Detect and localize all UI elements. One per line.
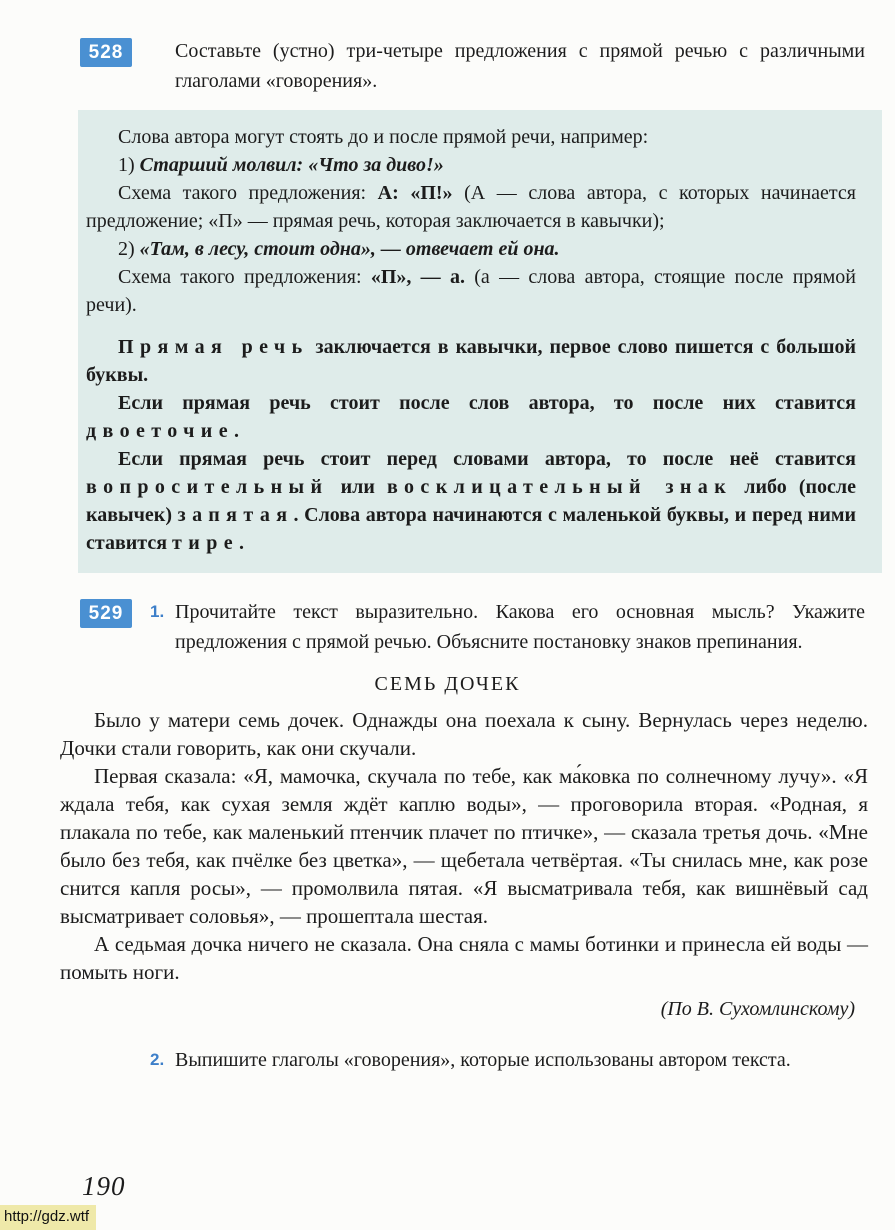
exercise-529-part-2-task: Выпишите глаголы «говорения», которые использованы автором текста. xyxy=(175,1049,791,1071)
exercise-528-number-badge: 528 xyxy=(80,38,132,67)
story-text xyxy=(60,706,868,986)
paragraph: Было у матери семь дочек. Однажды она поехала к сыну. Вернулась через неделю. Дочки стали говорить, как они скучали. xyxy=(60,708,868,760)
paragraph: Если прямая речь стоит после слов автора, то после них ставится двоеточие. xyxy=(86,392,856,442)
exercise-529-number-badge: 529 xyxy=(80,599,132,628)
part-1-marker: 1. xyxy=(150,602,165,621)
paragraph: Слова автора могут стоять до и после прямой речи, например: xyxy=(118,126,649,148)
paragraph: 2) «Там, в лесу, стоит одна», — отвечает ей она. xyxy=(118,238,560,260)
story-title: СЕМЬ ДОЧЕК xyxy=(374,673,521,695)
exercise-529-part-2 xyxy=(150,1045,868,1075)
paragraph: Первая сказала: «Я, мамочка, скучала по тебе, как ма́ковка по солнечному лучу». «Я ждала тебя, как сухая земля ждёт каплю воды», — проговорила вторая. «Родная, я плакала по тебе, как маленький птенчик плачет по птичке», — сказала третья дочь. «Мне было без тебя, как пчёлке без цветка», — щебетала четвёртая. «Ты снилась мне, как розе снится капля росы», — промолвила пятая. «Я высматривала тебя, как вишнёвый сад высматривает соловья», — прошептала шестая. xyxy=(60,764,868,928)
paragraph: Схема такого предложения: А: «П!» (А — слова автора, с которых начинается предложение; «П» — прямая речь, которая заключается в кавычки); xyxy=(86,182,856,232)
rule-box xyxy=(78,110,882,573)
paragraph: 1) Старший молвил: «Что за диво!» xyxy=(118,154,444,176)
paragraph: Прямая речь заключается в кавычки, первое слово пишется с большой буквы. xyxy=(86,336,856,386)
page-number: 190 xyxy=(82,1171,126,1201)
story-attribution: (По В. Сухомлинскому) xyxy=(660,998,855,1020)
exercise-529 xyxy=(80,597,865,657)
exercise-528 xyxy=(80,0,865,96)
watermark: http://gdz.wtf xyxy=(0,1205,96,1230)
part-2-marker: 2. xyxy=(150,1050,165,1069)
paragraph: А седьмая дочка ничего не сказала. Она сняла с мамы ботинки и принесла ей воды — помыть ноги. xyxy=(60,932,868,984)
paragraph: Схема такого предложения: «П», — а. (а — слова автора, стоящие после прямой речи). xyxy=(86,266,856,316)
exercise-529-part-1-task: Прочитайте текст выразительно. Какова его основная мысль? Укажите предложения с прямой речью. Объясните постановку знаков препинания. xyxy=(175,601,865,653)
paragraph: Если прямая речь стоит перед словами автора, то после неё ставится вопросительный или восклицательный знак либо (после кавычек) запятая. Слова автора начинаются с маленькой буквы, и перед ними ставится тире. xyxy=(86,448,856,554)
exercise-528-task: Составьте (устно) три-четыре предложения с прямой речью с различными глаголами «говорения». xyxy=(175,40,865,92)
